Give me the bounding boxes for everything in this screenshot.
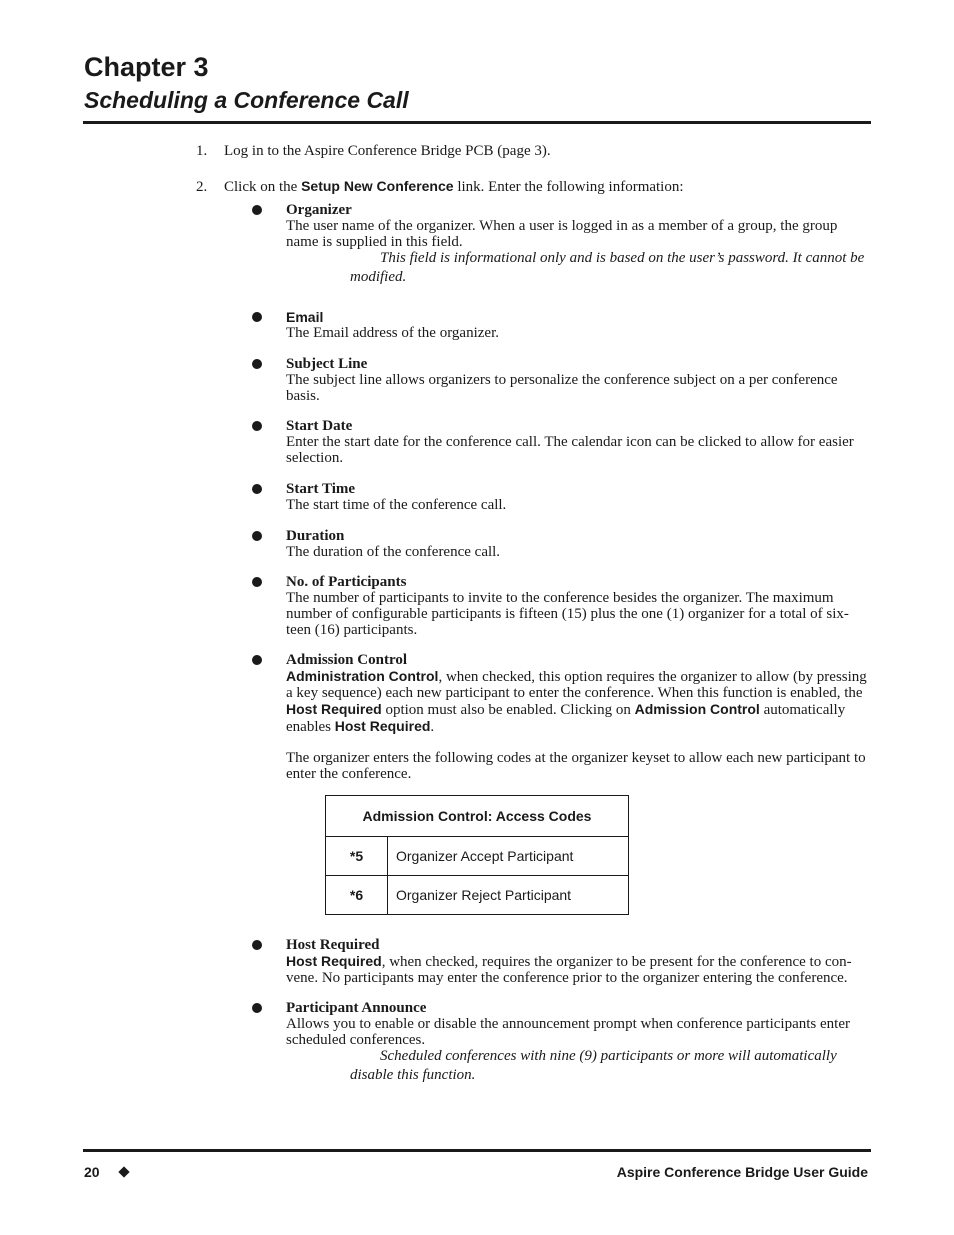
step-number: 2. [196, 179, 208, 195]
item-description: The Email address of the organizer. [286, 325, 499, 341]
code-cell: *5 [326, 837, 388, 876]
item-title: Admission Control [286, 652, 407, 668]
list-item-host-required [252, 937, 872, 986]
participant-announce-note: Scheduled conferences with nine (9) participants or more will automatically disable this function. [350, 1048, 837, 1083]
term-admission-control: Admission Control [634, 701, 760, 717]
page-title: Scheduling a Conference Call [84, 87, 409, 113]
page-number: 20 [84, 1164, 100, 1180]
item-description: Allows you to enable or disable the announcement prompt when conference participants enter scheduled conferences. [286, 1016, 850, 1048]
description-cell: Organizer Reject Participant [388, 876, 629, 915]
list-item-admission-control [252, 652, 872, 782]
list-item-email [252, 309, 872, 341]
bullet-icon [252, 1003, 262, 1013]
list-item-duration [252, 528, 872, 560]
item-title: Organizer [286, 202, 352, 218]
item-description: The duration of the conference call. [286, 544, 501, 560]
term-host-required: Host Required [286, 701, 382, 717]
bullet-icon [252, 655, 262, 665]
list-item-participant-announce [252, 1000, 872, 1048]
description-text: automatically enables [286, 702, 846, 735]
list-item-participants [252, 574, 872, 638]
item-description: Enter the start date for the conference call. The calendar icon can be clicked to allow for easier selection. [286, 434, 854, 466]
item-description: The number of participants to invite to the conference besides the organizer. The maximum number of configurable participants is fifteen (15) plus the one (1) organizer for a total of six-teen (16) participants. [286, 590, 849, 638]
list-item-organizer [252, 202, 872, 250]
item-title: Participant Announce [286, 1000, 427, 1016]
step-number: 1. [196, 143, 208, 159]
description-text: option must also be enabled. Clicking on [381, 702, 635, 718]
chapter-heading: Chapter 3 [84, 52, 209, 82]
bullet-icon [252, 940, 262, 950]
list-item-start-time [252, 481, 872, 513]
term-host-required: Host Required [334, 718, 431, 734]
bullet-icon [252, 421, 262, 431]
bullet-icon [252, 359, 262, 369]
bullet-icon [252, 531, 262, 541]
item-title: Start Time [286, 481, 356, 497]
table-header: Admission Control: Access Codes [326, 796, 629, 837]
bullet-icon [252, 205, 262, 215]
description-text: , when checked, requires the organizer to be present for the conference to con-vene. No participants may enter the conference prior to the organizer entering the conference. [286, 954, 852, 986]
description-text: . [430, 719, 435, 735]
description-text: , when checked, this option requires the organizer to allow (by pressing a key sequence) each new participant to enter the conference. When this function is enabled, the [286, 669, 867, 701]
footer-divider [83, 1149, 871, 1152]
table-row [326, 837, 629, 876]
item-title: Host Required [286, 937, 380, 953]
access-codes-table [325, 795, 629, 915]
item-title: No. of Participants [286, 574, 407, 590]
code-cell: *6 [326, 876, 388, 915]
header-divider [83, 121, 871, 124]
item-title: Email [286, 309, 324, 325]
step-text: Log in to the Aspire Conference Bridge PCB (page 3). [224, 143, 551, 159]
item-description [286, 668, 872, 735]
item-description: The subject line allows organizers to personalize the conference subject on a per conference basis. [286, 372, 838, 404]
table-row [326, 876, 629, 915]
step-1 [196, 143, 551, 160]
organizer-note: This field is informational only and is based on the user’s password. It cannot be modified. [350, 250, 865, 285]
bullet-icon [252, 312, 262, 322]
item-title: Duration [286, 528, 345, 544]
diamond-icon [118, 1166, 129, 1177]
description-cell: Organizer Accept Participant [388, 837, 629, 876]
item-description: The user name of the organizer. When a user is logged in as a member of a group, the group name is supplied in this field. [286, 218, 838, 250]
item-title: Subject Line [286, 356, 368, 372]
list-item-subject-line [252, 356, 872, 404]
bullet-icon [252, 577, 262, 587]
term-host-required: Host Required [286, 953, 382, 969]
item-description [286, 953, 872, 986]
table-header-row [326, 796, 629, 837]
term-administration-control: Administration Control [286, 668, 439, 684]
footer-title: Aspire Conference Bridge User Guide [616, 1164, 868, 1180]
step-2 [196, 178, 684, 196]
step-text-pre: Click on the [224, 179, 302, 195]
bullet-icon [252, 484, 262, 494]
admission-codes-intro: The organizer enters the following codes at the organizer keyset to allow each new participant to enter the conference. [286, 750, 866, 782]
item-title: Start Date [286, 418, 353, 434]
list-item-start-date [252, 418, 872, 466]
item-description: The start time of the conference call. [286, 497, 507, 513]
step-text-post: link. Enter the following information: [453, 179, 684, 195]
setup-new-conference-link[interactable]: Setup New Conference [301, 178, 454, 194]
